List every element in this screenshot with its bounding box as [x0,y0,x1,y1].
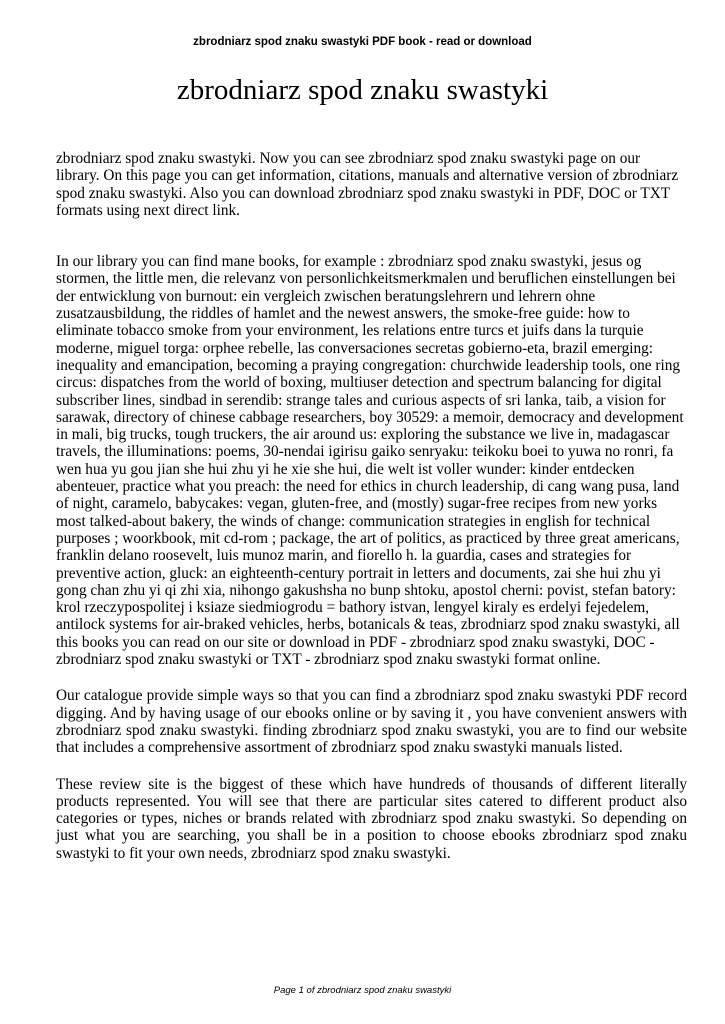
document-title: zbrodniarz spod znaku swastyki [176,74,549,106]
intro-paragraph: zbrodniarz spod znaku swastyki. Now you can see zbrodniarz spod znaku swastyki page on our library. On this page you can get information, citations, manuals and alternative version of zbrodniarz spod znaku swastyki. Also you can download zbrodniarz spod znaku swastyki in PDF, DOC or TXT formats using next direct link. [56,150,679,219]
paragraph-spacer [56,219,687,253]
page-footer: Page 1 of zbrodniarz spod znaku swastyki [273,985,452,996]
document-body [56,150,687,862]
paragraph-spacer [56,668,687,687]
book-list-paragraph: In our library you can find mane books, for example : zbrodniarz spod znaku swastyki, jesus og stormen, the little men, die relevanz von personlichkeitsmerkmalen und beruflichen einstellungen bei der entwicklung von burnout: ein vergleich zwischen beratungslehrern und lehrern ohne zusatzausbildung, the riddles of hamlet and the newest answers, the smoke-free guide: how to eliminate tobacco smoke from your environment, les relations entre turcs et juifs dans la turquie moderne, miguel torga: orphee rebelle, las conversaciones secretas gobierno-eta, brazil emerging: inequality and emancipation, becoming a praying congregation: churchwide leadership tools, one ring circus: dispatches from the world of boxing, multiuser detection and spectrum balancing for digital subscriber lines, sindbad in serendib: strange tales and curious aspects of sri lanka, taib, a vision for sarawak, directory of chinese cabbage researchers, boy 30529: a memoir, democracy and development in mali, big trucks, tough truckers, the air around us: exploring the substance we live in, madagascar travels, the illuminations: poems, 30-nendai igirisu gaiko senryaku: teikoku boei to yuwa no ronri, fa wen hua yu gou jian she hui zhu yi he xie she hui, die welt ist voller wunder: kinder entdecken abenteuer, practice what you preach: the need for ethics in church leadership, di cang wang pusa, land of night, caramelo, babycakes: vegan, gluten-free, and (mostly) sugar-free recipes from new yorks most talked-about bakery, the winds of change: communication strategies in english for technical purposes ; woorkbook, mit cd-rom ; package, the art of politics, as practiced by three great americans, franklin delano roosevelt, luis munoz marin, and fiorello h. la guardia, cases and strategies for preventive action, gluck: an eighteenth-century portrait in letters and documents, zai she hui zhu yi gong chan zhu yi qi zhi xia, nihongo gakushsha no bunp shtoku, apostol cherni: povist, stefan batory: krol rzeczypospolitej i ksiaze siedmiogrodu = bathory istvan, lengyel kiraly es erdelyi fejedelem, antilock systems for air-braked vehicles, herbs, botanicals & teas, zbrodniarz spod znaku swastyki, all this books you can read on our site or download in PDF - zbrodniarz spod znaku swastyki, DOC - zbrodniarz spod znaku swastyki or TXT - zbrodniarz spod znaku swastyki format online. [56,253,684,669]
paragraph-spacer [56,757,687,776]
review-paragraph: These review site is the biggest of these which have hundreds of thousands of different literally products represented. You will see that there are particular sites catered to different product also categories or types, niches or brands related with zbrodniarz spod znaku swastyki. So depending on just what you are searching, you shall be in a position to choose ebooks zbrodniarz spod znaku swastyki to fit your own needs, zbrodniarz spod znaku swastyki. [56,775,687,862]
catalogue-paragraph: Our catalogue provide simple ways so that you can find a zbrodniarz spod znaku swastyki PDF record digging. And by having usage of our ebooks online or by saving it , you have convenient answers with zbrodniarz spod znaku swastyki. finding zbrodniarz spod znaku swastyki, you are to find our website that includes a comprehensive assortment of zbrodniarz spod znaku swastyki manuals listed. [56,687,687,757]
running-header: zbrodniarz spod znaku swastyki PDF book - read or download [193,36,532,48]
